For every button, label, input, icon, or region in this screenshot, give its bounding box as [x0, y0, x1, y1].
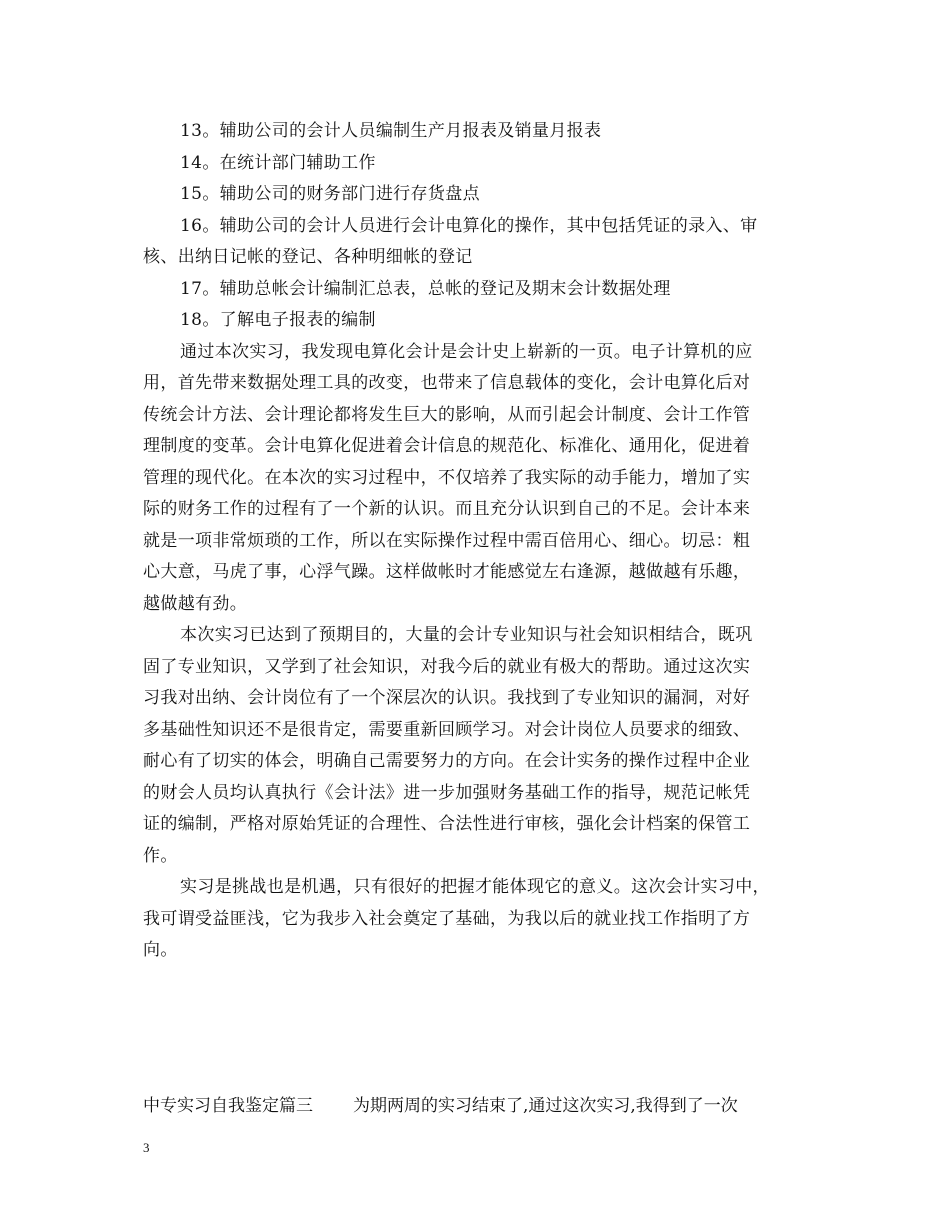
- section-start-line: [143, 1091, 823, 1123]
- text-line: 作。: [143, 845, 178, 866]
- text-line: 本次实习已达到了预期目的，大量的会计专业知识与社会知识相结合，既巩: [180, 625, 753, 645]
- text-line: 越做越有劲。: [143, 593, 248, 614]
- section-heading: 中专实习自我鉴定篇三: [143, 1096, 313, 1116]
- text-line: 管理的现代化。在本次的实习过程中，不仅培养了我实际的动手能力，增加了实: [143, 467, 751, 488]
- text-line: 17。辅助总帐会计编制汇总表，总帐的登记及期末会计数据处理: [180, 278, 671, 299]
- text-line: 证的编制，严格对原始凭证的合理性、合法性进行审核，强化会计档案的保管工: [143, 814, 751, 834]
- text-line: 多基础性知识还不是很肯定，需要重新回顾学习。对会计岗位人员要求的细致、: [143, 719, 751, 740]
- text-line: 14。在统计部门辅助工作: [180, 152, 376, 173]
- text-line: 我可谓受益匪浅，它为我步入社会奠定了基础，为我以后的就业找工作指明了方: [143, 908, 751, 929]
- text-line: 通过本次实习，我发现电算化会计是会计史上崭新的一页。电子计算机的应: [180, 341, 753, 362]
- text-line: 固了专业知识，又学到了社会知识，对我今后的就业有极大的帮助。通过这次实: [143, 656, 751, 677]
- text-line: 心大意，马虎了事，心浮气躁。这样做帐时才能感觉左右逢源，越做越有乐趣，: [143, 562, 751, 582]
- text-line: 的财会人员均认真执行《会计法》进一步加强财务基础工作的指导，规范记帐凭: [143, 782, 751, 803]
- text-line: 15。辅助公司的财务部门进行存货盘点: [180, 184, 480, 204]
- text-line: 用，首先带来数据处理工具的改变，也带来了信息载体的变化，会计电算化后对: [143, 373, 751, 393]
- text-line: 实习是挑战也是机遇，只有很好的把握才能体现它的意义。这次会计实习中，: [180, 877, 770, 897]
- text-line: 习我对出纳、会计岗位有了一个深层次的认识。我找到了专业知识的漏洞，对好: [143, 688, 751, 708]
- document-body: [143, 116, 808, 967]
- text-line: 际的财务工作的过程有了一个新的认识。而且充分认识到自己的不足。会计本来: [143, 499, 751, 519]
- text-line: 向。: [143, 940, 178, 960]
- text-line: 13。辅助公司的会计人员编制生产月报表及销量月报表: [180, 121, 602, 141]
- section-text: 为期两周的实习结束了,通过这次实习,我得到了一次: [353, 1096, 738, 1116]
- text-line: 18。了解电子报表的编制: [180, 310, 376, 330]
- text-line: 核、出纳日记帐的登记、各种明细帐的登记: [143, 247, 473, 267]
- text-line: 16。辅助公司的会计人员进行会计电算化的操作，其中包括凭证的录入、审: [180, 215, 758, 236]
- text-line: 理制度的变革。会计电算化促进着会计信息的规范化、标准化、通用化，促进着: [143, 436, 751, 456]
- text-line: 就是一项非常烦琐的工作，所以在实际操作过程中需百倍用心、细心。切忌：粗: [143, 530, 751, 551]
- text-line: 耐心有了切实的体会，明确自己需要努力的方向。在会计实务的操作过程中企业: [143, 751, 751, 771]
- text-line: 传统会计方法、会计理论都将发生巨大的影响，从而引起会计制度、会计工作管: [143, 404, 751, 425]
- page-number: 3: [143, 1140, 150, 1155]
